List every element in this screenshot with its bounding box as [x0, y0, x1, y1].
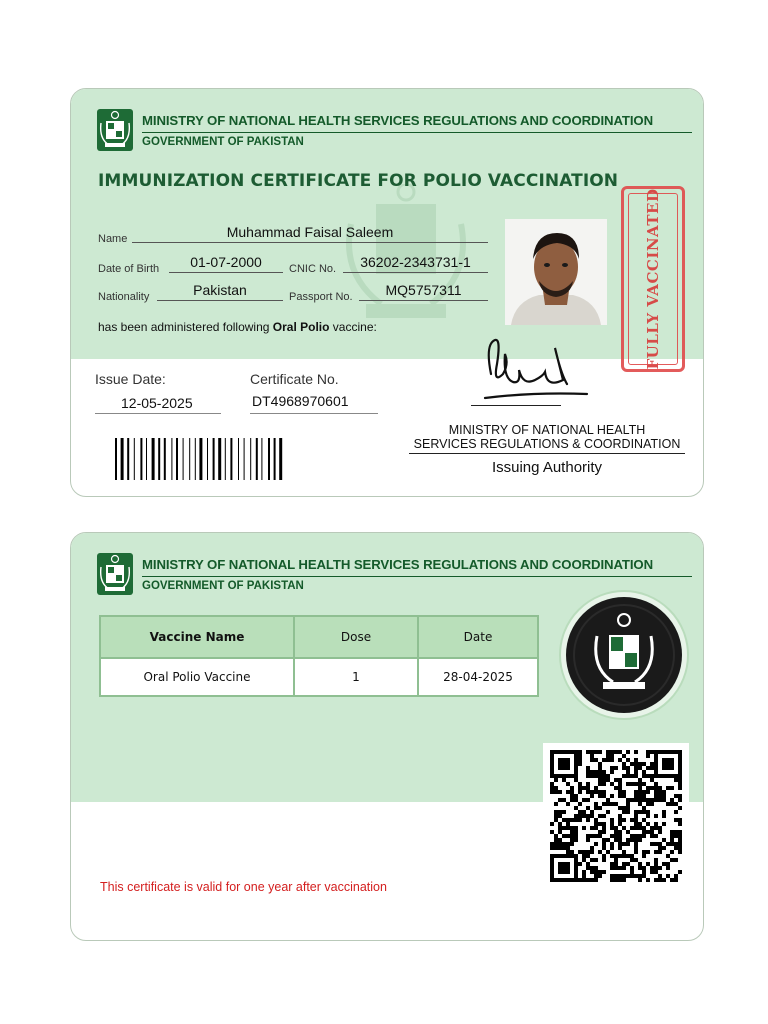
vaccine-statement: [98, 320, 377, 334]
issue-date-underline: [95, 413, 221, 414]
validity-note: This certificate is valid for one year after vaccination: [100, 880, 387, 894]
certificate-no-value: DT4968970601: [252, 393, 349, 409]
stamp-text: FULLY VACCINATED: [644, 188, 662, 370]
barcode-image: [115, 438, 359, 480]
table-row: [100, 658, 538, 696]
fully-vaccinated-stamp: [621, 186, 685, 372]
name-value: Muhammad Faisal Saleem: [226, 224, 394, 240]
certificate-no-underline: [250, 413, 378, 414]
statement-suffix: vaccine:: [329, 320, 377, 334]
header-date: Date: [418, 616, 538, 658]
cell-dose: 1: [294, 658, 418, 696]
qr-code-image: [543, 743, 689, 889]
certificate-back-card: [70, 532, 704, 941]
nationality-value: Pakistan: [193, 282, 247, 298]
issuing-authority-title: Issuing Authority: [491, 459, 603, 476]
passport-label: Passport No.: [289, 291, 353, 303]
issue-date-label: Issue Date:: [95, 371, 166, 387]
pakistan-emblem-icon: [97, 109, 133, 151]
certificate-no-label: Certificate No.: [250, 371, 339, 387]
signature-image: [483, 334, 593, 404]
header-vaccine-name: Vaccine Name: [100, 616, 294, 658]
vaccine-table-header-row: [100, 616, 538, 658]
vaccine-table: [99, 615, 539, 697]
cell-vaccine-name: Oral Polio Vaccine: [100, 658, 294, 696]
issue-date-value: 12-05-2025: [121, 395, 193, 411]
cnic-value: 36202-2343731-1: [360, 254, 471, 270]
nationality-underline: [157, 300, 283, 301]
header-dose: Dose: [294, 616, 418, 658]
dob-value: 01-07-2000: [190, 254, 262, 270]
government-heading: GOVERNMENT OF PAKISTAN: [142, 580, 304, 592]
dob-label: Date of Birth: [98, 263, 160, 275]
certificate-front-card: [70, 88, 704, 497]
statement-vaccine-name: Oral Polio: [272, 320, 330, 334]
cell-date: 28-04-2025: [418, 658, 538, 696]
authority-line-2: SERVICES REGULATIONS & COORDINATION: [413, 437, 681, 451]
ministry-heading: MINISTRY OF NATIONAL HEALTH SERVICES REGULATIONS AND COORDINATION: [142, 557, 653, 572]
cnic-underline: [343, 272, 488, 273]
name-underline: [132, 242, 488, 243]
ministry-heading: MINISTRY OF NATIONAL HEALTH SERVICES REGULATIONS AND COORDINATION: [142, 113, 653, 128]
header-divider: [142, 132, 692, 133]
passport-underline: [359, 300, 488, 301]
passport-value: MQ5757311: [385, 282, 462, 298]
cnic-label: CNIC No.: [289, 263, 337, 275]
certificate-title: IMMUNIZATION CERTIFICATE FOR POLIO VACCINATION: [98, 171, 619, 191]
government-seal-icon: [559, 590, 689, 720]
header-divider: [142, 576, 692, 577]
authority-line-1: MINISTRY OF NATIONAL HEALTH: [448, 423, 646, 437]
government-heading: GOVERNMENT OF PAKISTAN: [142, 136, 304, 148]
holder-photo: [505, 219, 607, 325]
signature-line: [471, 405, 561, 406]
dob-underline: [169, 272, 283, 273]
nationality-label: Nationality: [98, 291, 150, 303]
authority-divider: [409, 453, 685, 454]
name-label: Name: [98, 233, 128, 245]
pakistan-emblem-icon: [97, 553, 133, 595]
statement-prefix: has been administered following: [98, 320, 273, 334]
